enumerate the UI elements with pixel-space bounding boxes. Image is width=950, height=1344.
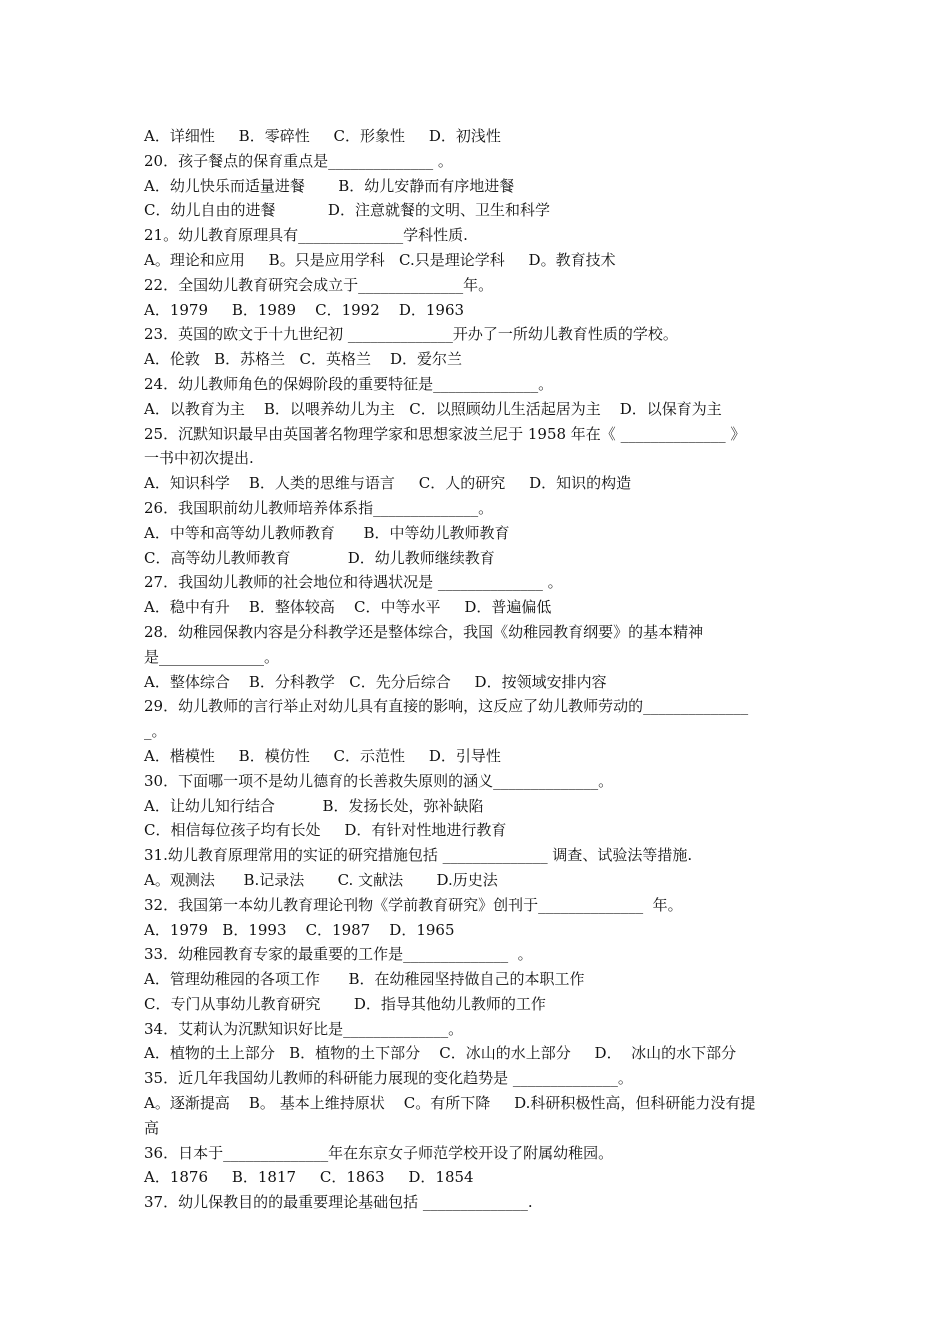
options-line: C．高等幼儿教师教育 D．幼儿教师继续教育 — [144, 548, 495, 567]
options-line: A．让幼儿知行结合 B．发扬长处，弥补缺陷 — [144, 796, 484, 815]
options-line: A．植物的土上部分 B．植物的土下部分 C．冰山的水上部分 D． 冰山的水下部分 — [144, 1044, 737, 1063]
question-34: 34．艾莉认为沉默知识好比是______________。 — [144, 1019, 464, 1038]
options-line: A．伦敦 B．苏格兰 C．英格兰 D．爱尔兰 — [144, 350, 463, 369]
question-25: 25．沉默知识最早由英国著名物理学家和思想家波兰尼于 1958 年在《 ______________ 》 — [144, 424, 746, 443]
options-line: C．相信每位孩子均有长处 D．有针对性地进行教育 — [144, 821, 507, 840]
options-line: A。理论和应用 B。只是应用学科 C.只是理论学科 D。教育技术 — [144, 250, 616, 269]
question-31: 31.幼儿教育原理常用的实证的研究措施包括 ______________ 调查、试验法等措施. — [144, 846, 693, 865]
options-line: C．专门从事幼儿教育研究 D．指导其他幼儿教师的工作 — [144, 994, 546, 1013]
options-line: A．1979 B．1993 C．1987 D．1965 — [144, 920, 455, 939]
question-35: 35．近几年我国幼儿教师的科研能力展现的变化趋势是 ______________。 — [144, 1069, 633, 1088]
options-line: A。逐渐提高 B。 基本上维持原状 C。有所下降 D.科研积极性高，但科研能力没有提 — [144, 1094, 756, 1113]
options-line: A。观测法 B.记录法 C. 文献法 D.历史法 — [144, 870, 498, 889]
options-line: A．详细性 B．零碎性 C．形象性 D．初浅性 — [144, 127, 501, 145]
options-line: A．幼儿快乐而适量进餐 B．幼儿安静而有序地进餐 — [144, 176, 515, 195]
question-36: 36．日本于______________年在东京女子师范学校开设了附属幼稚园。 — [144, 1143, 614, 1162]
question-32: 32．我国第一本幼儿教育理论刊物《学前教育研究》创刊于______________ 年。 — [144, 895, 683, 914]
question-28-continued: 是______________。 — [144, 647, 280, 666]
question-30: 30．下面哪一项不是幼儿德育的长善救失原则的涵义______________。 — [144, 771, 614, 790]
options-line: A．稳中有升 B．整体较高 C．中等水平 D．普遍偏低 — [144, 598, 552, 617]
question-26: 26．我国职前幼儿教师培养体系指______________。 — [144, 498, 494, 517]
options-line: A．管理幼稚园的各项工作 B．在幼稚园坚持做自己的本职工作 — [144, 970, 585, 989]
question-29: 29．幼儿教师的言行举止对幼儿具有直接的影响，这反应了幼儿教师劳动的______________ — [144, 697, 749, 716]
options-line: A．1979 B．1989 C．1992 D．1963 — [144, 300, 465, 319]
question-27: 27．我国幼儿教师的社会地位和待遇状况是 ______________ 。 — [144, 573, 563, 592]
question-28: 28．幼稚园保教内容是分科教学还是整体综合，我国《幼稚园教育纲要》的基本精神 — [144, 622, 704, 641]
options-line: A．楷模性 B．模仿性 C．示范性 D．引导性 — [144, 746, 501, 765]
question-37: 37．幼儿保教目的的最重要理论基础包括 ______________. — [144, 1193, 533, 1212]
question-24: 24．幼儿教师角色的保姆阶段的重要特征是______________。 — [144, 374, 554, 393]
options-line-continued: 高 — [144, 1118, 160, 1137]
question-33: 33．幼稚园教育专家的最重要的工作是______________ 。 — [144, 945, 533, 964]
question-text-block — [144, 124, 812, 1215]
question-23: 23．英国的欧文于十九世纪初 ______________开办了一所幼儿教育性质的学校。 — [144, 325, 678, 344]
options-line: A．以教育为主 B．以喂养幼儿为主 C．以照顾幼儿生活起居为主 D．以保育为主 — [144, 399, 722, 418]
question-21: 21。幼儿教育原理具有______________学科性质. — [144, 226, 468, 245]
question-20: 20．孩子餐点的保育重点是______________ 。 — [144, 151, 453, 170]
options-line: A．知识科学 B．人类的思维与语言 C．人的研究 D．知识的构造 — [144, 474, 632, 493]
question-29-continued: _。 — [144, 722, 167, 741]
options-line: A．中等和高等幼儿教师教育 B．中等幼儿教师教育 — [144, 523, 510, 542]
question-22: 22．全国幼儿教育研究会成立于______________年。 — [144, 275, 494, 294]
options-line: A．1876 B．1817 C．1863 D．1854 — [144, 1168, 474, 1187]
question-25-continued: 一书中初次提出. — [144, 449, 254, 468]
options-line: C．幼儿自由的进餐 D．注意就餐的文明、卫生和科学 — [144, 201, 550, 220]
options-line: A．整体综合 B．分科教学 C．先分后综合 D．按领域安排内容 — [144, 672, 607, 691]
